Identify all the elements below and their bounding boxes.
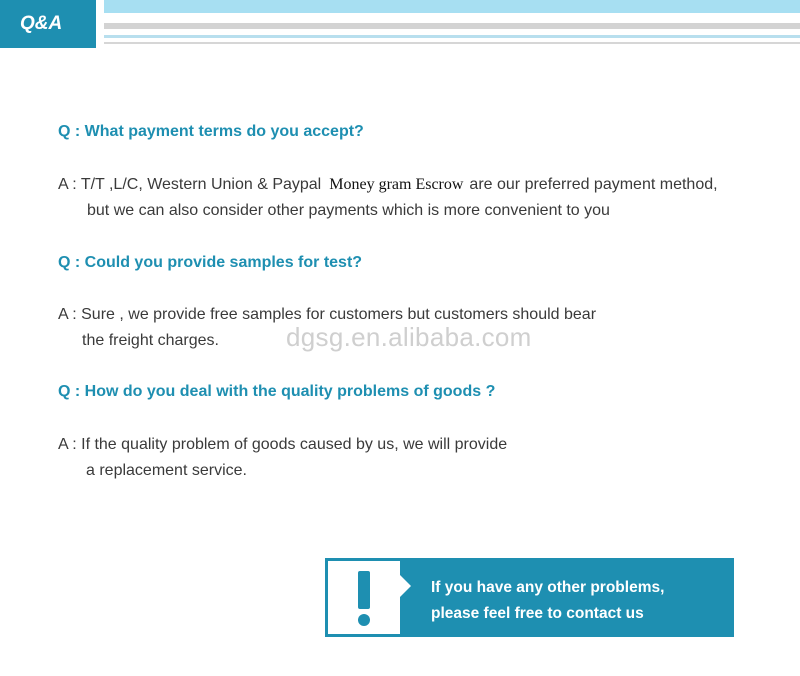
watermark-text: dgsg.en.alibaba.com (286, 322, 532, 352)
faq-answer-serif-text: Money gram Escrow (329, 176, 464, 193)
qa-header-title: Q&A (20, 13, 63, 34)
faq-answer-quality: A : If the quality problem of goods caused by us, we will provide (58, 436, 508, 453)
faq-answer-samples-line2: the freight charges. (82, 332, 219, 349)
faq-answer-payment-line2: but we can also consider other payments which is more convenient to you (87, 202, 610, 219)
faq-answer-payment (58, 172, 718, 198)
header-stripes (104, 0, 800, 48)
header-stripe (104, 35, 800, 38)
faq-question-quality: Q : How do you deal with the quality problems of goods ? (58, 383, 496, 400)
header-stripe (104, 42, 800, 44)
exclamation-icon (328, 561, 400, 634)
faq-answer-samples: A : Sure , we provide free samples for customers but customers should bear (58, 306, 597, 323)
contact-icon-panel (328, 561, 400, 634)
contact-line: If you have any other problems, (431, 579, 665, 596)
header-stripe (104, 23, 800, 29)
contact-message (431, 575, 664, 627)
faq-answer-quality-line2: a replacement service. (86, 462, 247, 479)
faq-answer-text: are our preferred payment method, (469, 176, 718, 193)
faq-question-samples: Q : Could you provide samples for test? (58, 254, 363, 271)
faq-question-payment: Q : What payment terms do you accept? (58, 123, 364, 140)
contact-line: please feel free to contact us (431, 605, 644, 622)
contact-notch (400, 575, 411, 597)
faq-answer-text: A : T/T ,L/C, Western Union & Paypal (58, 176, 322, 193)
header-stripe (104, 0, 800, 13)
contact-banner (325, 558, 734, 637)
qa-header-tab (0, 0, 96, 48)
